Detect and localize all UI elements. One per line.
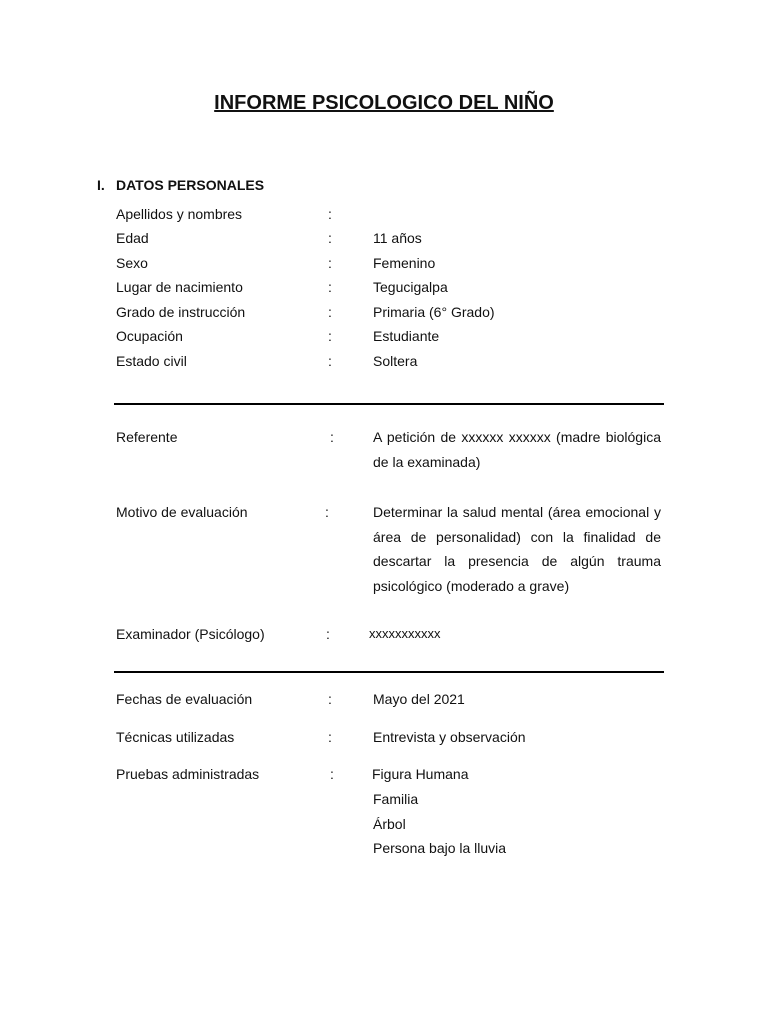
divider-line bbox=[114, 671, 664, 673]
field-colon: : bbox=[328, 328, 332, 344]
field-value-grado-instruccion: Primaria (6° Grado) bbox=[373, 304, 495, 320]
field-label-estado-civil: Estado civil bbox=[116, 353, 187, 369]
field-colon: : bbox=[330, 766, 334, 782]
field-colon: : bbox=[328, 255, 332, 271]
field-colon: : bbox=[328, 206, 332, 222]
field-label-examinador: Examinador (Psicólogo) bbox=[116, 626, 265, 642]
field-label-ocupacion: Ocupación bbox=[116, 328, 183, 344]
field-colon: : bbox=[328, 304, 332, 320]
field-value-ocupacion: Estudiante bbox=[373, 328, 440, 344]
field-value-motivo: Determinar la salud mental (área emocional y área de personalidad) con la finalidad de descartar la presencia de algún trauma psicológico (moderado a grave) bbox=[373, 504, 661, 594]
field-colon: : bbox=[328, 691, 332, 707]
field-colon: : bbox=[330, 429, 334, 445]
test-item: Familia bbox=[373, 791, 419, 807]
test-item: Figura Humana bbox=[372, 766, 469, 782]
test-item: Árbol bbox=[373, 816, 406, 832]
field-value-referente: A petición de xxxxxx xxxxxx (madre biológica de la examinada) bbox=[373, 429, 661, 470]
field-label-pruebas: Pruebas administradas bbox=[116, 766, 260, 782]
field-value-examinador: xxxxxxxxxxx bbox=[369, 626, 441, 641]
section-heading bbox=[97, 177, 264, 193]
field-colon: : bbox=[328, 729, 332, 745]
field-label-motivo: Motivo de evaluación bbox=[116, 504, 248, 520]
test-item: Persona bajo la lluvia bbox=[373, 840, 507, 856]
divider-line bbox=[114, 403, 664, 405]
field-label-edad: Edad bbox=[116, 230, 149, 246]
field-value-edad: 11 años bbox=[373, 230, 422, 246]
field-colon: : bbox=[325, 504, 329, 520]
field-label-lugar-nacimiento: Lugar de nacimiento bbox=[116, 279, 243, 295]
field-value-fechas: Mayo del 2021 bbox=[373, 691, 465, 707]
field-label-grado-instruccion: Grado de instrucción bbox=[116, 304, 246, 320]
field-colon: : bbox=[328, 230, 332, 246]
report-title: INFORME PSICOLOGICO DEL NIÑO bbox=[214, 92, 554, 114]
field-value-lugar-nacimiento: Tegucigalpa bbox=[373, 279, 448, 295]
field-value-estado-civil: Soltera bbox=[373, 353, 418, 369]
field-colon: : bbox=[328, 279, 332, 295]
field-label-fechas: Fechas de evaluación bbox=[116, 691, 253, 707]
field-label-tecnicas: Técnicas utilizadas bbox=[116, 729, 235, 745]
field-value-sexo: Femenino bbox=[373, 255, 436, 271]
field-label-sexo: Sexo bbox=[116, 255, 148, 271]
field-label-referente: Referente bbox=[116, 429, 178, 445]
section-title: DATOS PERSONALES bbox=[116, 177, 265, 193]
field-colon: : bbox=[328, 353, 332, 369]
field-colon: : bbox=[326, 626, 330, 642]
field-value-tecnicas: Entrevista y observación bbox=[373, 729, 526, 745]
section-number: I. bbox=[97, 177, 105, 193]
field-label-apellidos: Apellidos y nombres bbox=[116, 206, 243, 222]
